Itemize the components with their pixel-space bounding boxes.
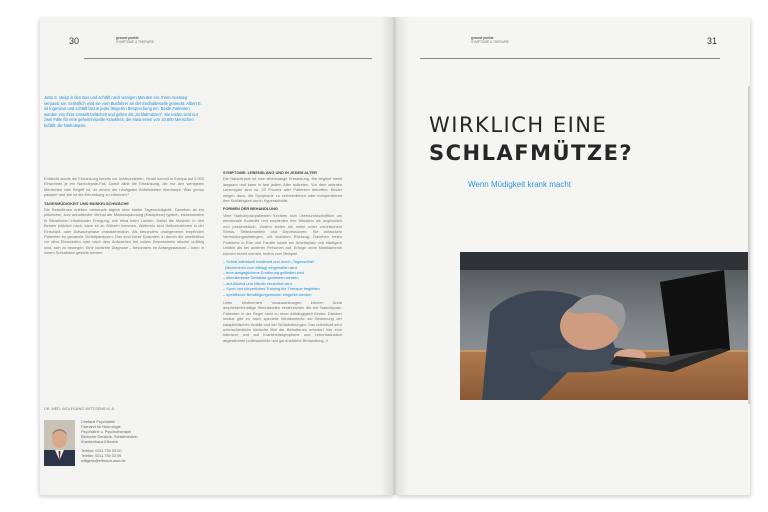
paragraph: Viele Narkolepsiepatienten fürchten sich überdurchschnittlich um emotionale Kontrolle und empfinden ihre Situation als unglücklich und pessimistisch. Zudem leiden sie meist unter chronischem Stress, Selbstzweifeln und Depressionen. Sie entwickeln Vermeidungsstrategien, mit sozialem Rückzug. Daneben treten Probleme in Ehe und Familie sowie am Arbeitsplatz und häufigere Unfälle als bei anderen Personen auf. Erfolge ohne Medikamente können erzielt werden, indem zum Beispiel bbox=[223, 212, 342, 256]
page-number-left: 30 bbox=[69, 36, 80, 46]
section-heading: FORMEN DER BEHANDLUNG bbox=[223, 206, 278, 212]
intro-paragraph: Jutta S. steigt in den Bus und schläft nach wenigen Minuten ein. Ihren Ausstieg verpasst sie. Schlaflich wird sie vom Busfahrer an der Endhaltestelle geweckt. Albert E. ist Ingenieur und schläft fast in jeder längeren Besprechung ein. Beide Patienten werden von ihrer Umwelt belächelt und gelten als „Schlafmützen“. Sie leiden sind nur zwei Fälle für eine geheimnisvolle Krankheit, die etwa einen von 20.000 Menschen befällt: die Narkolepsie. bbox=[44, 95, 202, 128]
page-header-right bbox=[471, 36, 509, 44]
author-heading: DR. MED. WOLFGANG WITTGENS M. A. bbox=[44, 407, 116, 411]
page-header-left bbox=[116, 36, 154, 44]
list-item: – Sport und körperliches Training die Therapie begleiten bbox=[223, 286, 320, 292]
author-fax: Telefax: 0211.750 03 06 bbox=[81, 454, 122, 458]
measures-list bbox=[223, 259, 342, 297]
list-item: (Nickerchen zum Mittag) eingehalten wird bbox=[225, 264, 297, 270]
text-column-1 bbox=[44, 176, 204, 259]
section-heading: TAGESMÜDIGKEIT UND MUSKELSCHWÄCHE bbox=[44, 200, 129, 206]
header-rule-right bbox=[420, 58, 720, 59]
paragraph: Entdeckt wurde die Erkrankung bereits vor Jahrhunderten. Heute kommt in Europa auf 2.000 Einwohner je ein Narkolepsie-Fall. Damit zählt die Erkrankung, die nur den wenigsten Menschen vom Begriff ist, zu einem der häufigsten Anfallsleiden überhaupt. Was genau passiert und wie ist die Erkrankung zu erkennen? bbox=[44, 176, 204, 198]
paragraph: Die Betroffenen erleben mehrmals täglich eine starke Tagesmüdigkeit. Daneben ist ein plötzlicher, kurz anhaltender Verlust der Muskelspannung (Kataplexie) typisch, insbesondere in Situationen emotionaler Erregung, wie etwa beim Lachen. Dabei die Muskeln in den Beinen plötzlich nach, kann es zu Stürzen kommen. Weiterhin sind Halluzinationen in der Einschlaf- oder Aufwachphase charakteristisch. Als besonders unangenehm empfinden Patienten so genannte Schlafparalysen: Das sind kurze Episoden, in denen die unmittelbar vor dem Einschlafen oder nach dem Aufwachen bei vollem Bewusstsein absolut unfähig sind, sich zu bewegen. Eine konkrete Diagnose – besonders im Anfangsstadium – kann in einem Schlaflabor gestellt werden. bbox=[44, 207, 204, 256]
title-line-1: WIRKLICH EINE bbox=[429, 113, 608, 137]
author-email: wittgens@elbroich-awo.de bbox=[81, 459, 126, 463]
list-item: – spezifische Bewältigungsmuster eingeübt werden bbox=[223, 291, 312, 297]
header-section-left: SYMPTOME & THERAPIE bbox=[116, 40, 154, 44]
header-brand-left: gesund punkte bbox=[116, 36, 139, 40]
article-subtitle: Wenn Müdigkeit krank macht bbox=[468, 180, 572, 189]
spine-gutter bbox=[381, 17, 409, 495]
author-line: Facharzt für Neurologie bbox=[81, 425, 121, 429]
list-item: – Schlaf individuell bestimmt und durch „Tagesschlaf“ bbox=[223, 259, 315, 265]
page-number-right: 31 bbox=[707, 36, 718, 46]
author-phone: Telefon: 0211.750 03 00 bbox=[81, 449, 122, 453]
text-column-2 bbox=[223, 170, 342, 346]
section-heading: SYMPTOME: LEBENSLANG UND IN JEDEM ALTER bbox=[223, 170, 317, 175]
list-item: – auf Alkohol und Nikotin verzichtet wird bbox=[223, 280, 292, 286]
article-title bbox=[429, 113, 633, 165]
sleeping-man-photo bbox=[460, 252, 748, 400]
author-line: Chefarzt Psychiatrie bbox=[81, 420, 115, 424]
header-rule-left bbox=[84, 58, 372, 59]
author-line: Krankenhaus Elbroich bbox=[81, 440, 119, 444]
paragraph: Unter bestimmten Voraussetzungen können Ärzte amphetaminhaltige Stimulanzien verabreichen die bei Narkolepsie-Patienten in der Regel nicht zu einer Abhängigkeit führen. Darüber hinaus gibt es auch spezielle Medikamente zur Besserung der kataplektischen Anfälle und der Schlafstörungen. Das individuell sehr unterschiedliche klinische Bild der Betroffenen erfordert hier eine intensive und auf Krankheitssymptome und Lebenssituation abgestimmte professionelle und ganzheitliche Behandlung. // bbox=[223, 299, 342, 343]
list-item: – eine ausgeglichene Ernährung gefördert wird bbox=[223, 269, 304, 275]
header-brand-right: gesund punkte bbox=[471, 36, 494, 40]
paragraph: Die Narkolepsie ist eine lebenslange Erkrankung. Sie beginnt meist langsam und kann in fast jedem Alter auftreten. Vor dem zehnten Lebensjahr sind ca. 20 Prozent aller Patienten betroffen. Kinder neigen dazu, die Symptome zu verheimlichen oder kompensieren ihre Schläfrigkeit durch Hyperaktivität. bbox=[223, 176, 342, 204]
author-line: Klinische Geriatrie, Schlafmedizin bbox=[81, 435, 138, 439]
page-edge-line bbox=[748, 86, 750, 404]
author-details bbox=[81, 420, 181, 464]
title-line-2: SCHLAFMÜTZE? bbox=[429, 141, 634, 165]
author-photo bbox=[44, 420, 75, 466]
list-item: – stimulierende Getränke gemieden werden bbox=[223, 275, 299, 281]
author-line: Psychiatrie u. Psychotherapie bbox=[81, 430, 132, 434]
header-section-right: SYMPTOME & THERAPIE bbox=[471, 40, 509, 44]
